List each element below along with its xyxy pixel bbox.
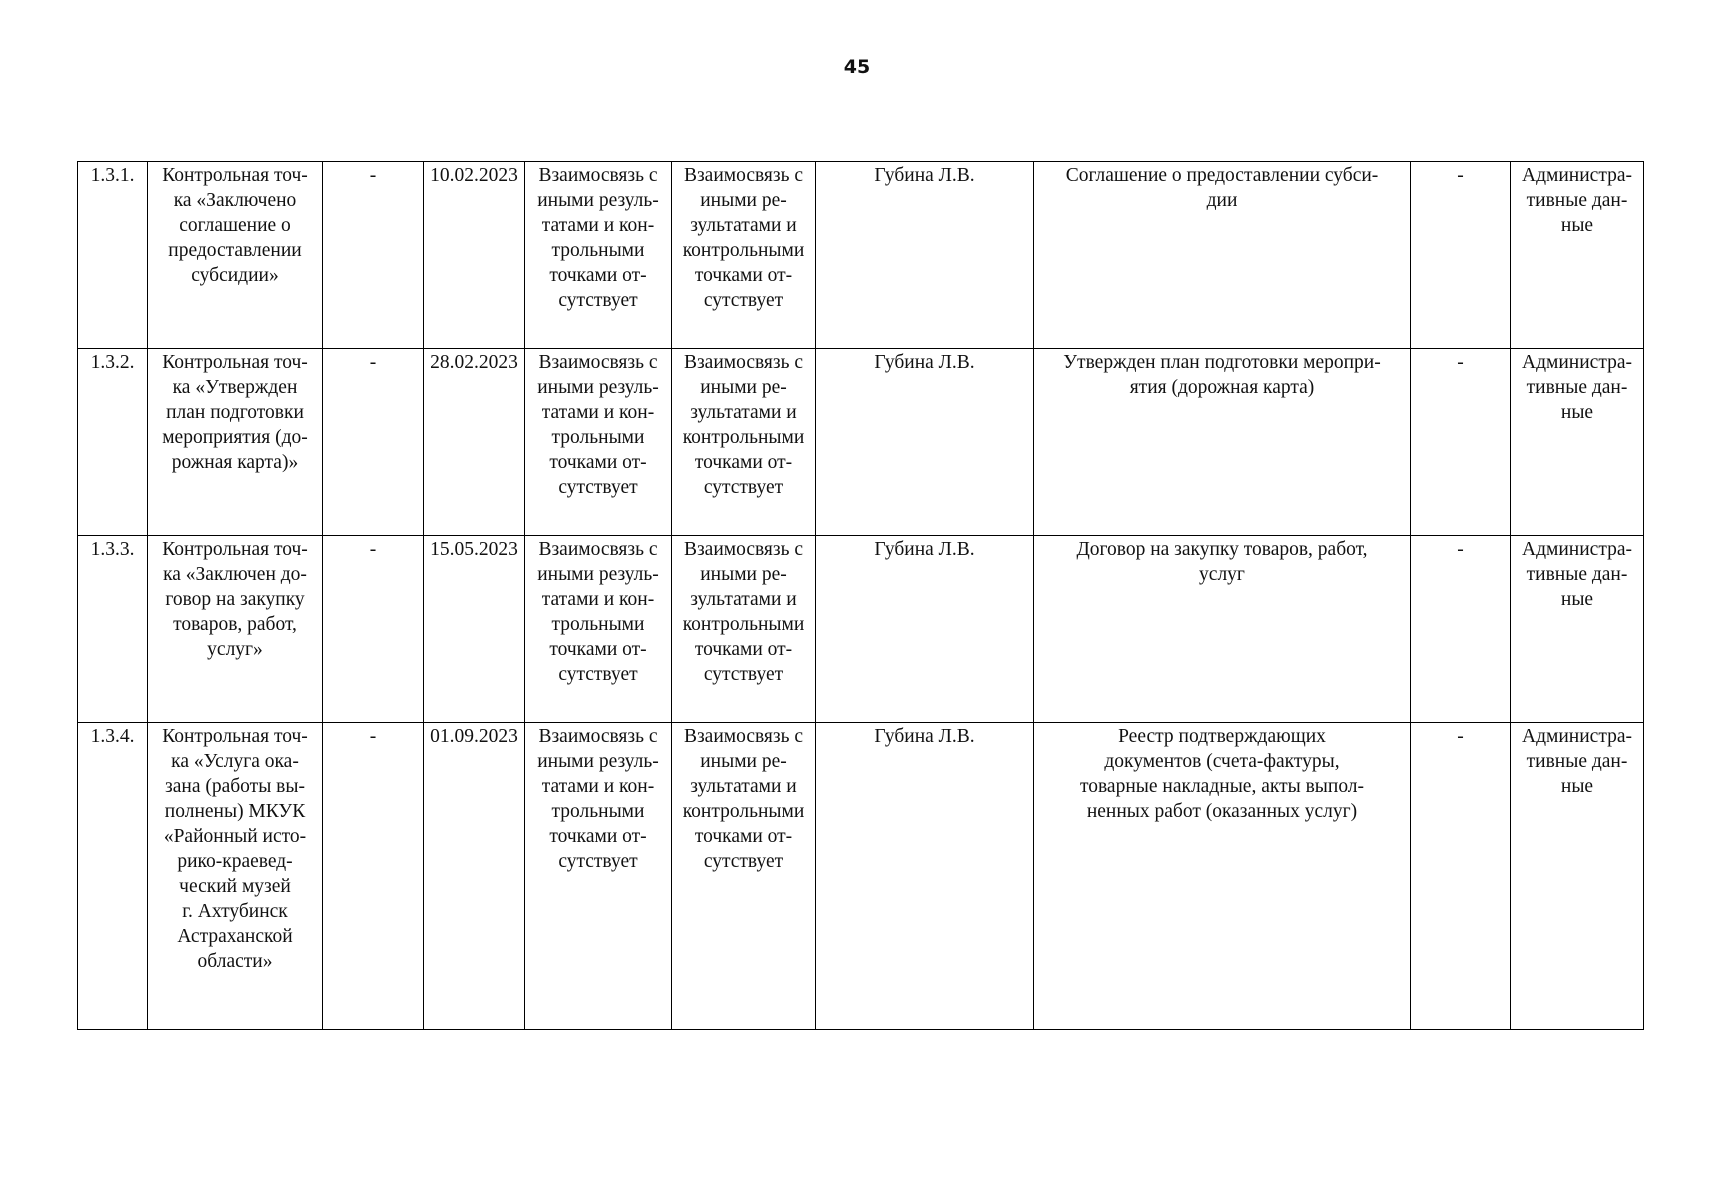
dash-cell: - xyxy=(1411,723,1511,1030)
responsible-cell: Губина Л.В. xyxy=(816,723,1034,1030)
info-source-cell: Администра- тивные дан- ные xyxy=(1511,349,1644,536)
dash-cell: - xyxy=(323,349,424,536)
relation-results-cell: Взаимосвязь с иными резуль- татами и кон- трольными точками от- сутствует xyxy=(525,723,672,1030)
dash-cell: - xyxy=(323,723,424,1030)
dash-cell: - xyxy=(323,162,424,349)
date-cell: 01.09.2023 xyxy=(424,723,525,1030)
relation-results-cell-2: Взаимосвязь с иными ре- зультатами и контрольными точками от- сутствует xyxy=(672,162,816,349)
dash-cell: - xyxy=(1411,162,1511,349)
dash-cell: - xyxy=(1411,349,1511,536)
page-number: 45 xyxy=(843,56,871,78)
control-point-name-cell: Контрольная точ- ка «Утвержден план подготовки мероприятия (до- рожная карта)» xyxy=(148,349,323,536)
responsible-cell: Губина Л.В. xyxy=(816,349,1034,536)
table-row xyxy=(78,162,1644,349)
table-row xyxy=(78,536,1644,723)
info-source-cell: Администра- тивные дан- ные xyxy=(1511,162,1644,349)
document-type-cell: Соглашение о предоставлении субси- дии xyxy=(1034,162,1411,349)
relation-results-cell-2: Взаимосвязь с иными ре- зультатами и контрольными точками от- сутствует xyxy=(672,536,816,723)
row-number-cell: 1.3.1. xyxy=(78,162,148,349)
responsible-cell: Губина Л.В. xyxy=(816,162,1034,349)
dash-cell: - xyxy=(323,536,424,723)
relation-results-cell: Взаимосвязь с иными резуль- татами и кон- трольными точками от- сутствует xyxy=(525,536,672,723)
table-row xyxy=(78,723,1644,1030)
date-cell: 10.02.2023 xyxy=(424,162,525,349)
relation-results-cell: Взаимосвязь с иными резуль- татами и кон- трольными точками от- сутствует xyxy=(525,162,672,349)
row-number-cell: 1.3.2. xyxy=(78,349,148,536)
control-point-name-cell: Контрольная точ- ка «Услуга ока- зана (работы вы- полнены) МКУК «Районный исто- рико-краевед- ческий музей г. Ахтубинск Астраханской области» xyxy=(148,723,323,1030)
relation-results-cell: Взаимосвязь с иными резуль- татами и кон- трольными точками от- сутствует xyxy=(525,349,672,536)
info-source-cell: Администра- тивные дан- ные xyxy=(1511,723,1644,1030)
info-source-cell: Администра- тивные дан- ные xyxy=(1511,536,1644,723)
row-number-cell: 1.3.4. xyxy=(78,723,148,1030)
relation-results-cell-2: Взаимосвязь с иными ре- зультатами и контрольными точками от- сутствует xyxy=(672,349,816,536)
date-cell: 15.05.2023 xyxy=(424,536,525,723)
control-point-name-cell: Контрольная точ- ка «Заключено соглашение о предоставлении субсидии» xyxy=(148,162,323,349)
row-number-cell: 1.3.3. xyxy=(78,536,148,723)
control-points-table xyxy=(77,161,1644,1030)
dash-cell: - xyxy=(1411,536,1511,723)
table-row xyxy=(78,349,1644,536)
responsible-cell: Губина Л.В. xyxy=(816,536,1034,723)
date-cell: 28.02.2023 xyxy=(424,349,525,536)
relation-results-cell-2: Взаимосвязь с иными ре- зультатами и контрольными точками от- сутствует xyxy=(672,723,816,1030)
document-type-cell: Утвержден план подготовки меропри- ятия (дорожная карта) xyxy=(1034,349,1411,536)
control-point-name-cell: Контрольная точ- ка «Заключен до- говор на закупку товаров, работ, услуг» xyxy=(148,536,323,723)
document-type-cell: Договор на закупку товаров, работ, услуг xyxy=(1034,536,1411,723)
document-type-cell: Реестр подтверждающих документов (счета-фактуры, товарные накладные, акты выпол- ненных работ (оказанных услуг) xyxy=(1034,723,1411,1030)
